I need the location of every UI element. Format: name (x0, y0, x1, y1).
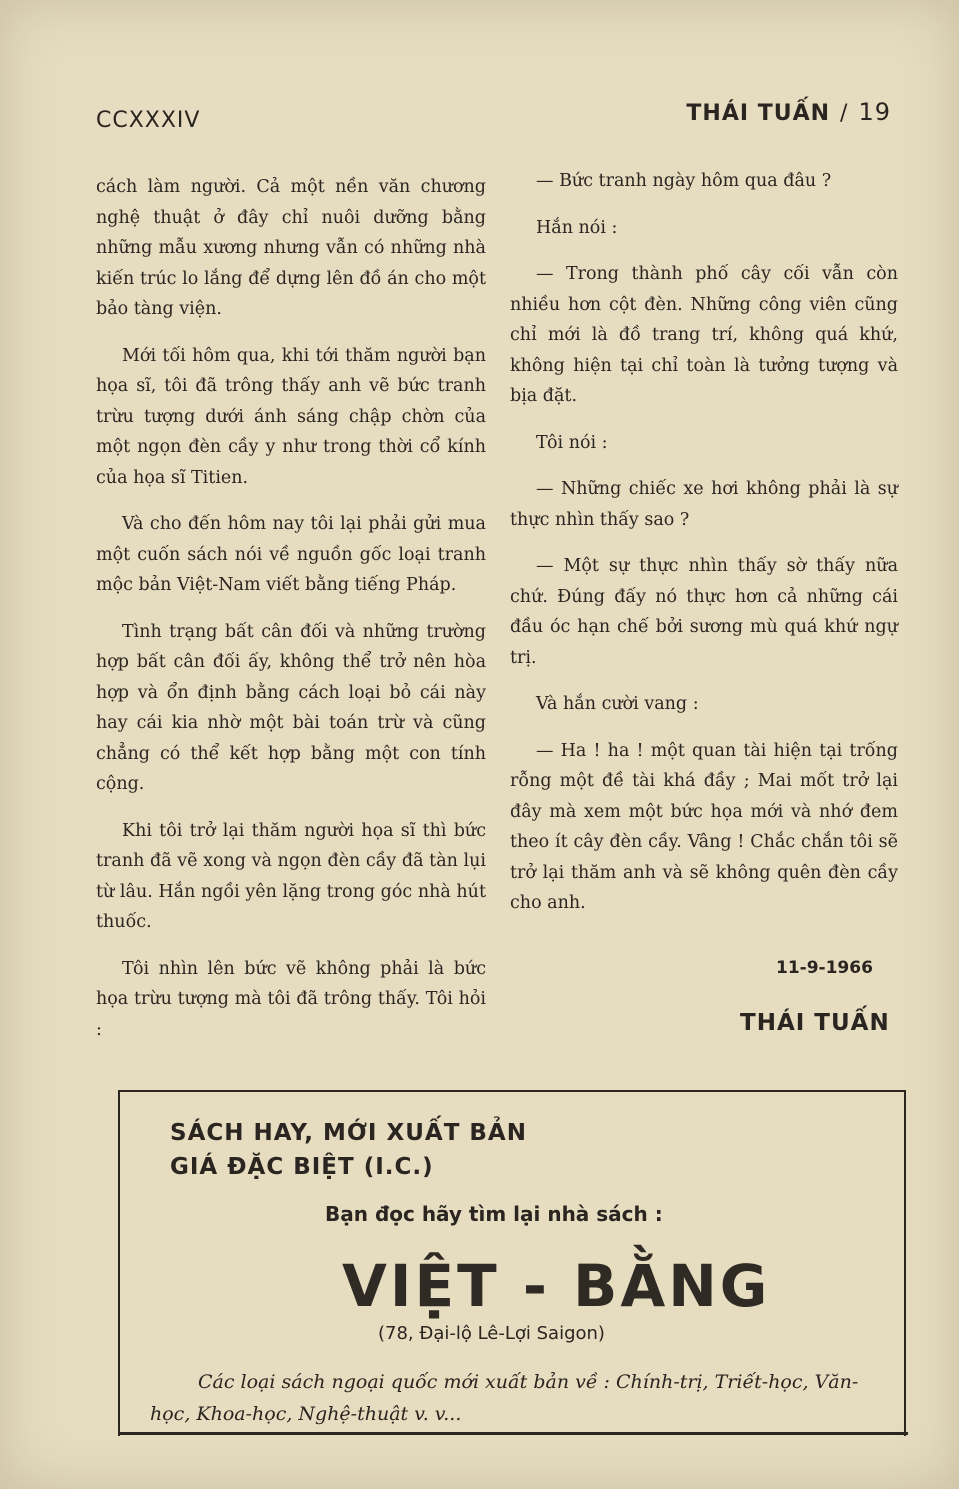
paragraph: Và hắn cười vang : (536, 694, 699, 714)
paragraph: — Ha ! ha ! một quan tài hiện tại trống rỗng một đề tài khá đầy ; Mai mốt trở lại đây mà xem một bức họa mới và nhớ đem theo ít cây đèn cầy. Vâng ! Chắc chắn tôi sẽ trở lại thăm anh và sẽ không quên đèn cầy cho anh. (510, 740, 898, 913)
paragraph: Và cho đến hôm nay tôi lại phải gửi mua một cuốn sách nói về nguồn gốc loại tranh mộc bản Việt-Nam viết bằng tiếng Pháp. (96, 514, 486, 595)
paragraph: Tôi nói : (536, 432, 608, 453)
bookshop-name: VIỆT - BẰNG (342, 1252, 771, 1320)
paragraph: — Một sự thực nhìn thấy sờ thấy nữa chứ. Đúng đấy nó thực hơn cả những cái đầu óc hạn chế bởi sương mù quá khứ ngự trị. (510, 556, 898, 668)
ad-headline: SÁCH HAY, MỚI XUẤT BẢN (170, 1120, 527, 1146)
ad-subheadline: GIÁ ĐẶC BIỆT (I.C.) (170, 1154, 434, 1180)
right-column (510, 166, 898, 935)
page-number: 19 (858, 98, 891, 126)
paragraph: — Bức tranh ngày hôm qua đâu ? (536, 171, 832, 191)
article-author: THÁI TUẤN (740, 1010, 890, 1036)
paragraph: Tôi nhìn lên bức vẽ không phải là bức họa trừu tượng mà tôi đã trông thấy. Tôi hỏi : (96, 958, 486, 1040)
paragraph: cách làm người. Cả một nền văn chương nghệ thuật ở đây chỉ nuôi dưỡng bằng những mẫu xương nhưng vẫn có những nhà kiến trúc lo lắng để dựng lên đồ án cho một bảo tàng viện. (96, 177, 486, 319)
header-separator: / (840, 101, 849, 126)
left-column (96, 172, 486, 1061)
volume-number: CCXXXIV (96, 108, 201, 133)
bookshop-address: (78, Đại-lộ Lê-Lợi Saigon) (378, 1323, 605, 1344)
paragraph: — Trong thành phố cây cối vẫn còn nhiều hơn cột đèn. Những công viên cũng chỉ mới là đồ trang trí, không quá khứ, không hiện tại chỉ toàn là tưởng tượng và bịa đặt. (510, 264, 898, 406)
paragraph: Hắn nói : (536, 217, 618, 238)
header-author: THÁI TUẤN (686, 101, 831, 126)
running-header (686, 98, 891, 126)
book-categories: Các loại sách ngoại quốc mới xuất bản về : Chính-trị, Triết-học, Văn-học, Khoa-học, Nghệ-thuật v. v... (150, 1371, 859, 1425)
ad-invite: Bạn đọc hãy tìm lại nhà sách : (325, 1202, 663, 1226)
paragraph: Tình trạng bất cân đối và những trường hợp bất cân đối ấy, không thể trở nên hòa hợp và ổn định bằng cách loại bỏ cái này hay cái kia nhờ một bài toán trừ và cũng chẳng có thể kết hợp bằng một con tính cộng. (96, 621, 486, 794)
advertisement-bottom-rule (118, 1432, 908, 1435)
article-date: 11-9-1966 (776, 958, 873, 978)
paragraph: — Những chiếc xe hơi không phải là sự thực nhìn thấy sao ? (510, 479, 898, 530)
paragraph: Khi tôi trở lại thăm người họa sĩ thì bức tranh đã vẽ xong và ngọn đèn cầy đã tàn lụi từ lâu. Hắn ngồi yên lặng trong góc nhà hút thuốc. (96, 820, 486, 932)
paragraph: Mới tối hôm qua, khi tới thăm người bạn họa sĩ, tôi đã trông thấy anh vẽ bức tranh trừu tượng dưới ánh sáng chập chờn của một ngọn đèn cầy y như trong thời cổ kính của họa sĩ Titien. (96, 345, 486, 488)
